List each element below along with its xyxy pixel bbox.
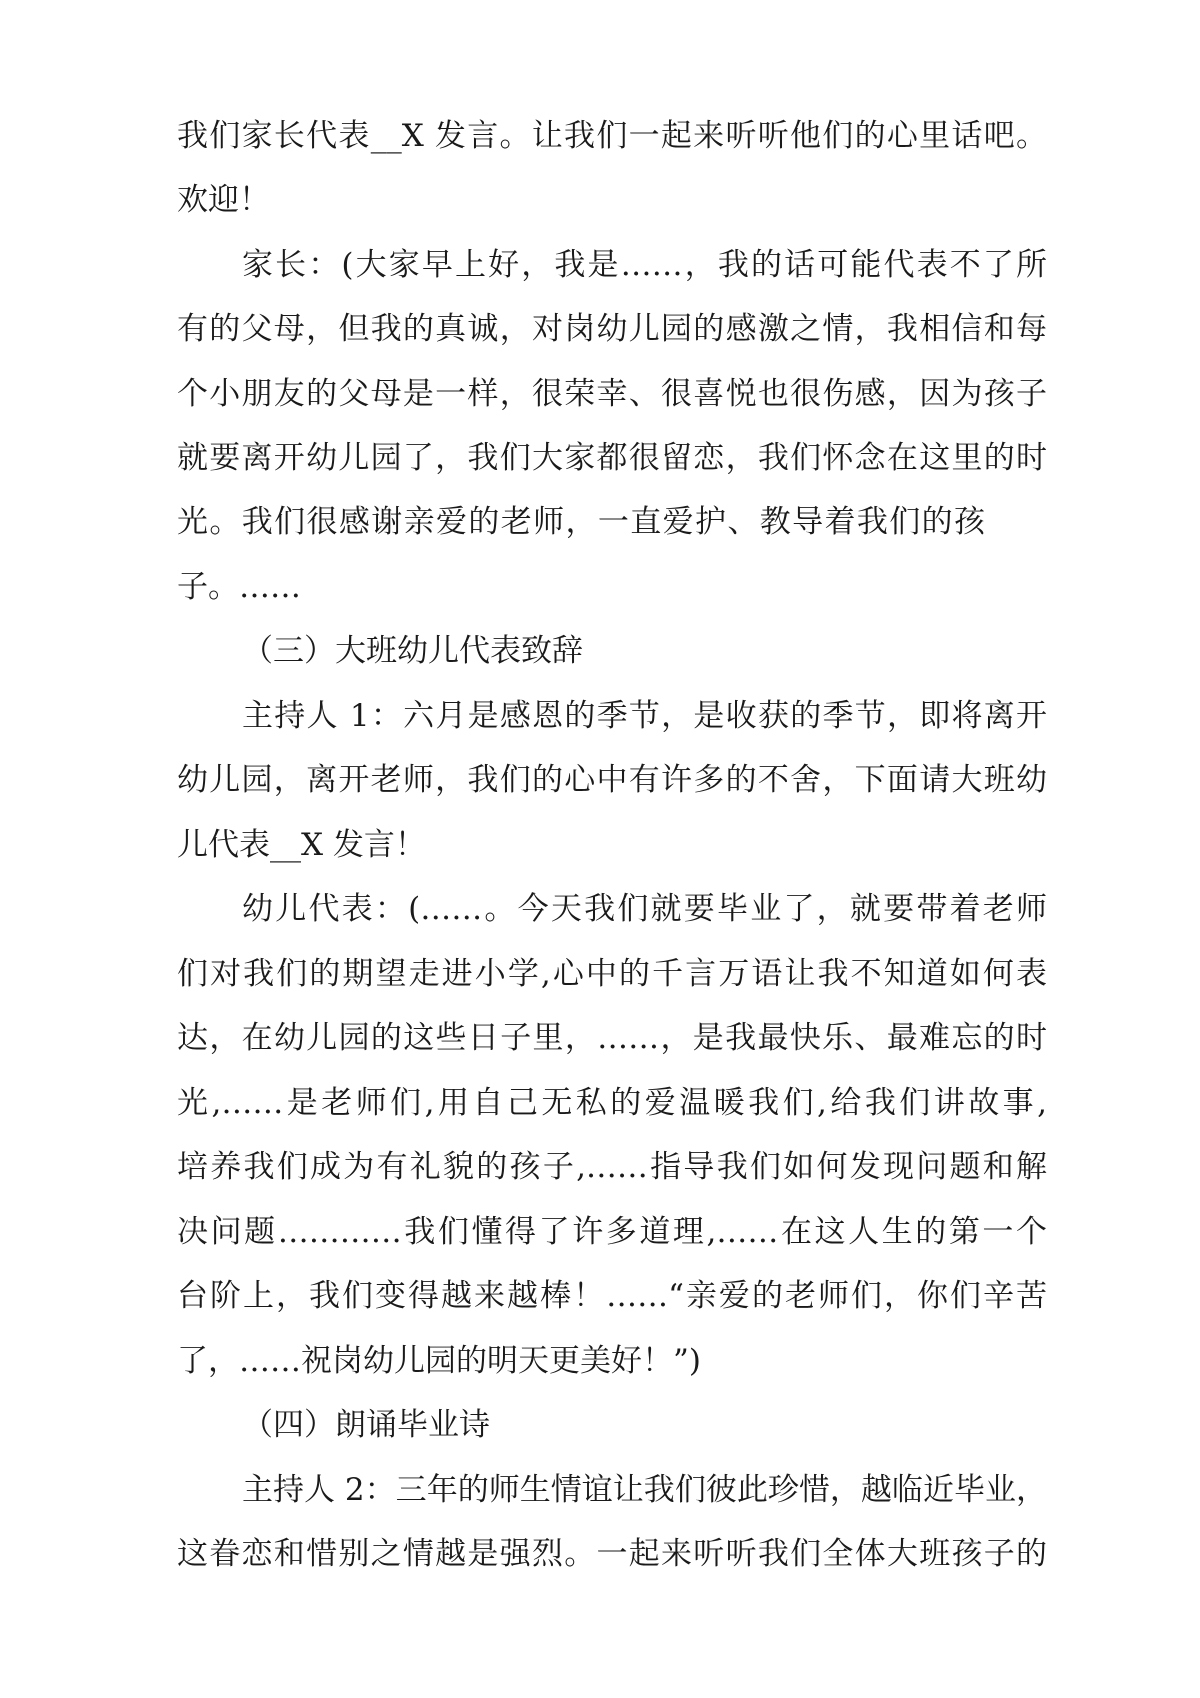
section-heading: （三）大班幼儿代表致辞 [242, 633, 583, 669]
paragraph-line: 欢迎！ [177, 182, 270, 218]
paragraph-line: 这眷恋和惜别之情越是强烈。一起来听听我们全体大班孩子的 [177, 1536, 1047, 1572]
paragraph-line: 决问题…………我们懂得了许多道理,……在这人生的第一个 [177, 1214, 1047, 1250]
paragraph-line: 达，在幼儿园的这些日子里，……，是我最快乐、最难忘的时 [177, 1020, 1047, 1056]
paragraph-line: 有的父母，但我的真诚，对岗幼儿园的感激之情，我相信和每 [177, 311, 1047, 347]
paragraph-line: 主持人 2：三年的师生情谊让我们彼此珍惜，越临近毕业， [242, 1472, 1047, 1508]
paragraph-line: 就要离开幼儿园了，我们大家都很留恋，我们怀念在这里的时 [177, 440, 1047, 476]
paragraph-line: 主持人 1：六月是感恩的季节，是收获的季节，即将离开 [242, 698, 1047, 734]
paragraph-line: 台阶上，我们变得越来越棒！……“亲爱的老师们，你们辛苦 [177, 1278, 1047, 1314]
paragraph-line: 我们家长代表__X 发言。让我们一起来听听他们的心里话吧。 [177, 118, 1047, 154]
paragraph-line: 儿代表__X 发言！ [177, 827, 426, 863]
paragraph-line: 幼儿代表：(……。今天我们就要毕业了，就要带着老师 [242, 891, 1047, 927]
paragraph-line: 培养我们成为有礼貌的孩子,……指导我们如何发现问题和解 [177, 1149, 1047, 1185]
paragraph-line: 光。我们很感谢亲爱的老师，一直爱护、教导着我们的孩 [177, 504, 985, 540]
paragraph-line: 们对我们的期望走进小学,心中的千言万语让我不知道如何表 [177, 956, 1047, 992]
paragraph-line: 了，……祝岗幼儿园的明天更美好！”) [177, 1343, 701, 1379]
section-heading: （四）朗诵毕业诗 [242, 1407, 490, 1443]
paragraph-line: 子。…… [177, 569, 301, 605]
paragraph-line: 家长：(大家早上好，我是……，我的话可能代表不了所 [242, 247, 1047, 283]
paragraph-line: 光,……是老师们,用自己无私的爱温暖我们,给我们讲故事, [177, 1085, 1047, 1121]
paragraph-line: 幼儿园，离开老师，我们的心中有许多的不舍，下面请大班幼 [177, 762, 1047, 798]
paragraph-line: 个小朋友的父母是一样，很荣幸、很喜悦也很伤感，因为孩子 [177, 376, 1047, 412]
